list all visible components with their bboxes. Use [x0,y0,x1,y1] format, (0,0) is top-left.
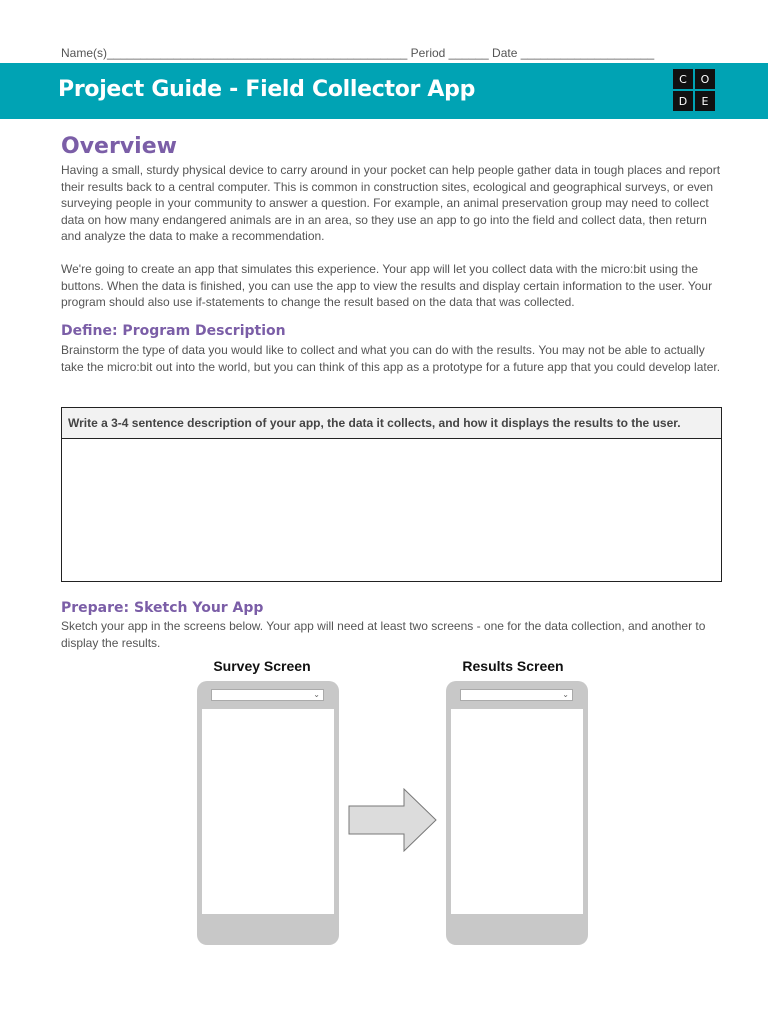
results-screen-label: Results Screen [462,658,564,674]
prepare-heading: Prepare: Sketch Your App [61,600,264,616]
logo-letter: O [695,69,715,89]
description-box[interactable] [61,407,722,582]
page-title: Project Guide - Field Collector App [58,77,476,102]
overview-heading: Overview [61,134,177,159]
logo-letter: C [673,69,693,89]
survey-phone-sketch [197,681,339,945]
define-heading: Define: Program Description [61,323,286,339]
chevron-down-icon: ⌄ [313,690,320,699]
prepare-text: Sketch your app in the screens below. Your app will need at least two screens - one for the data collection, and another to display the results. [61,619,706,650]
arrow-right-icon [348,788,438,852]
title-banner [0,63,768,119]
name-period-date-line: Name(s)_____________________________________________ Period ______ Date ____________________ [61,46,655,60]
overview-paragraph-2: We're going to create an app that simulates this experience. Your app will let you collect data with the micro:bit using the buttons. When the data is finished, you can use the app to view the results and display certain information to the user. Your program should also use if-statements to change the result based on the data that was collected. [61,262,713,309]
overview-paragraph-1: Having a small, sturdy physical device to carry around in your pocket can help people gather data in tough places and report their results back to a central computer. This is common in construction sites, ecological and geographical surveys, or even surveying people in your community to answer a question. For example, an animal preservation group may need to collect data on how many endangered animals are in an area, so they use an app to go into the field and collect data, then return and analyze the data to make a recommendation. [61,163,721,243]
logo-letter: D [673,91,693,111]
results-sketch-area[interactable] [451,709,583,914]
description-prompt: Write a 3-4 sentence description of your app, the data it collects, and how it displays the results to the user. [62,408,721,439]
code-logo [673,69,715,111]
define-text: Brainstorm the type of data you would like to collect and what you can do with the results. You may not be able to actually take the micro:bit out into the world, but you can think of this app as a prototype for a future app that you could develop later. [61,343,721,374]
survey-dropdown[interactable] [211,689,324,701]
survey-sketch-area[interactable] [202,709,334,914]
results-phone-sketch [446,681,588,945]
logo-letter: E [695,91,715,111]
survey-screen-label: Survey Screen [213,658,311,674]
chevron-down-icon: ⌄ [562,690,569,699]
results-dropdown[interactable] [460,689,573,701]
